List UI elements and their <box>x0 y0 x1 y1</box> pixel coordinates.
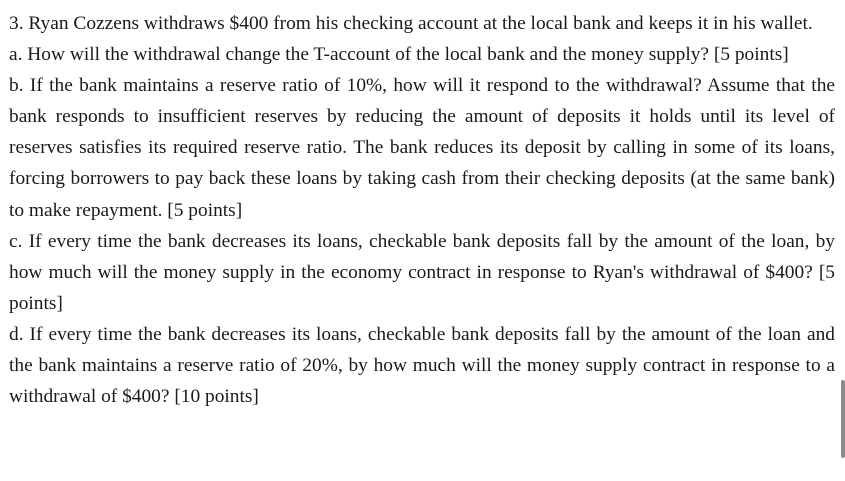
question-part-b: b. If the bank maintains a reserve ratio of 10%, how will it respond to the withdrawal? Assume that the bank responds to insufficient reserves by reducing the amount of deposits it holds until its level of reserves satisfies its required reserve ratio. The bank reduces its deposit by calling in some of its loans, forcing borrowers to pay back these loans by taking cash from their checking deposits (at the same bank) to make repayment. [5 points] <box>9 75 835 221</box>
question-document <box>9 8 835 412</box>
question-part-a: a. How will the withdrawal change the T-account of the local bank and the money supply? [5 points] <box>9 44 789 66</box>
question-part-d: d. If every time the bank decreases its loans, checkable bank deposits fall by the amount of the loan and the bank maintains a reserve ratio of 20%, by how much will the money supply contract in response to a withdrawal of $400? [10 points] <box>9 323 835 408</box>
scrollbar-thumb[interactable] <box>841 380 845 458</box>
question-intro: 3. Ryan Cozzens withdraws $400 from his checking account at the local bank and keeps it in his wallet. <box>9 13 813 34</box>
question-part-c: c. If every time the bank decreases its loans, checkable bank deposits fall by the amount of the loan, by how much will the money supply in the economy contract in response to Ryan's withdrawal of $400? [5 points] <box>9 230 835 314</box>
